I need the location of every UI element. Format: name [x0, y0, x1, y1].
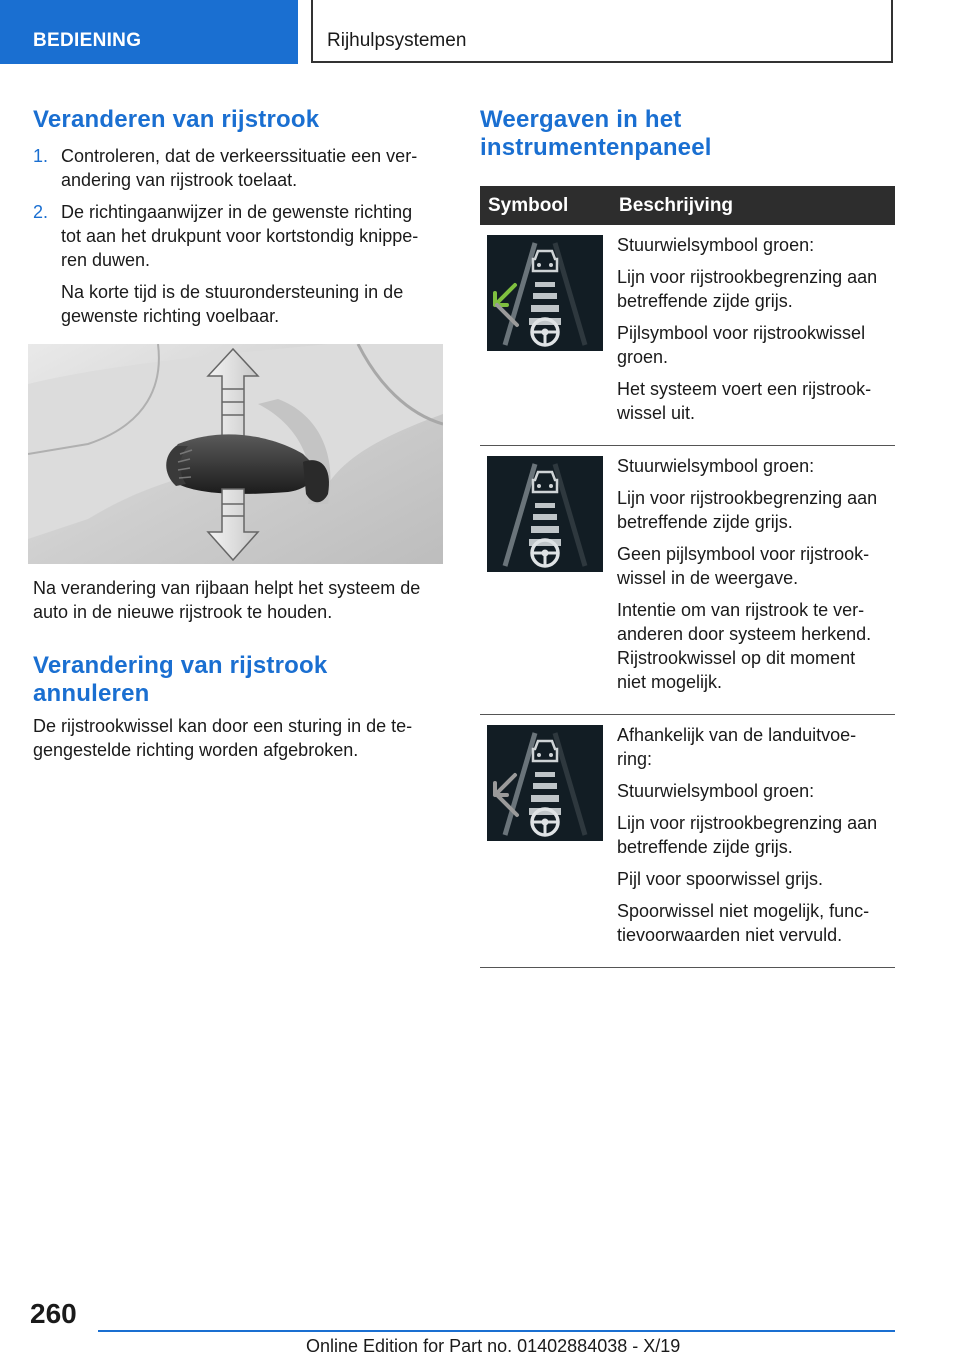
edition-footer: Online Edition for Part no. 01402884038 - X/19 [306, 1336, 681, 1356]
description-paragraph [617, 598, 895, 694]
description-paragraph [617, 811, 895, 859]
description-line: Lijn voor rijstrookbegrenzing aan [617, 488, 878, 508]
symbol-cell [480, 715, 617, 968]
chapter-label: Rijhulpsystemen [327, 30, 467, 51]
description-line: wissel in de weergave. [617, 568, 799, 588]
column-header-description: Beschrijving [617, 186, 895, 225]
description-line: betreffende zijde grijs. [617, 291, 793, 311]
description-line: betreffende zijde grijs. [617, 512, 793, 532]
description-cell [617, 715, 895, 968]
table-row [480, 225, 895, 446]
turn-signal-lever-illustration [28, 344, 443, 564]
step-text: ren duwen. [61, 250, 151, 270]
description-line: betreffende zijde grijs. [617, 837, 793, 857]
description-line: niet mogelijk. [617, 672, 723, 692]
description-paragraph [617, 899, 895, 947]
symbol-cell [480, 225, 617, 446]
description-paragraph [617, 867, 895, 891]
table-row [480, 446, 895, 715]
description-paragraph [617, 542, 895, 590]
description-cell [617, 225, 895, 446]
description-line: ring: [617, 749, 653, 769]
description-line: Het systeem voert een rijstrook- [617, 379, 872, 399]
symbol-table [480, 186, 895, 968]
left-column [33, 100, 443, 328]
section-label: BEDIENING [33, 30, 142, 51]
step-text: Controleren, dat de verkeerssituatie een ver- [61, 146, 418, 166]
description-paragraph [617, 486, 895, 534]
step-text: andering van rijstrook toelaat. [61, 170, 298, 190]
table-row [480, 715, 895, 968]
paragraph-line: gengestelde richting worden afgebroken. [33, 740, 359, 760]
description-line: Intentie om van rijstrook te ver- [617, 600, 865, 620]
description-line: Lijn voor rijstrookbegrenzing aan [617, 813, 878, 833]
lane-change-active-icon [487, 235, 603, 351]
description-line: Geen pijlsymbool voor rijstrook- [617, 544, 870, 564]
cancel-section [33, 652, 448, 762]
paragraph-line: De rijstrookwissel kan door een sturing in de te- [33, 716, 413, 736]
description-paragraph [617, 723, 895, 771]
description-line: Stuurwielsymbool groen: [617, 456, 815, 476]
description-line: tievoorwaarden niet vervuld. [617, 925, 843, 945]
description-paragraph [617, 779, 895, 803]
description-paragraph [617, 454, 895, 478]
description-paragraph [617, 233, 895, 257]
description-line: Rijstrookwissel op dit moment [617, 648, 856, 668]
page-number: 260 [30, 1298, 77, 1329]
heading-line: instrumentenpaneel [480, 134, 712, 161]
step-2 [33, 200, 443, 328]
right-column [480, 100, 895, 968]
heading-cancel: Verandering van rijstrook annuleren [33, 652, 328, 707]
description-line: groen. [617, 347, 669, 367]
heading-displays [480, 106, 895, 162]
heading-line: Weergaven in het [480, 106, 682, 133]
description-paragraph [617, 265, 895, 313]
paragraph-line: Na verandering van rijbaan helpt het systeem de [33, 578, 421, 598]
step-number: 2. [33, 202, 49, 222]
step-text: tot aan het drukpunt voor kortstondig knippe- [61, 226, 419, 246]
paragraph-line: auto in de nieuwe rijstrook te houden. [33, 602, 333, 622]
description-paragraph [617, 377, 895, 425]
lane-change-unavailable-icon [487, 725, 603, 841]
step-note: gewenste richting voelbaar. [61, 306, 280, 326]
description-line: Lijn voor rijstrookbegrenzing aan [617, 267, 878, 287]
description-line: Stuurwielsymbool groen: [617, 781, 815, 801]
column-header-symbol: Symbool [480, 186, 617, 225]
symbol-cell [480, 446, 617, 715]
table-header-row [480, 186, 895, 225]
description-line: Spoorwissel niet mogelijk, func- [617, 901, 870, 921]
footer-rule [98, 1330, 895, 1332]
description-line: Afhankelijk van de landuitvoe- [617, 725, 857, 745]
description-cell [617, 446, 895, 715]
description-line: Stuurwielsymbool groen: [617, 235, 815, 255]
step-note: Na korte tijd is de stuurondersteuning in de [61, 282, 404, 302]
description-line: Pijl voor spoorwissel grijs. [617, 869, 824, 889]
lane-change-blocked-icon [487, 456, 603, 572]
after-photo-text [33, 576, 448, 624]
description-line: wissel uit. [617, 403, 696, 423]
description-paragraph [617, 321, 895, 369]
description-line: anderen door systeem herkend. [617, 624, 872, 644]
chapter-header [311, 0, 893, 63]
heading-lane-change: Veranderen van rijstrook [33, 106, 320, 133]
step-number: 1. [33, 146, 49, 166]
description-line: Pijlsymbool voor rijstrookwissel [617, 323, 866, 343]
step-text: De richtingaanwijzer in de gewenste richting [61, 202, 413, 222]
section-tab [0, 0, 298, 64]
step-1 [33, 144, 443, 192]
